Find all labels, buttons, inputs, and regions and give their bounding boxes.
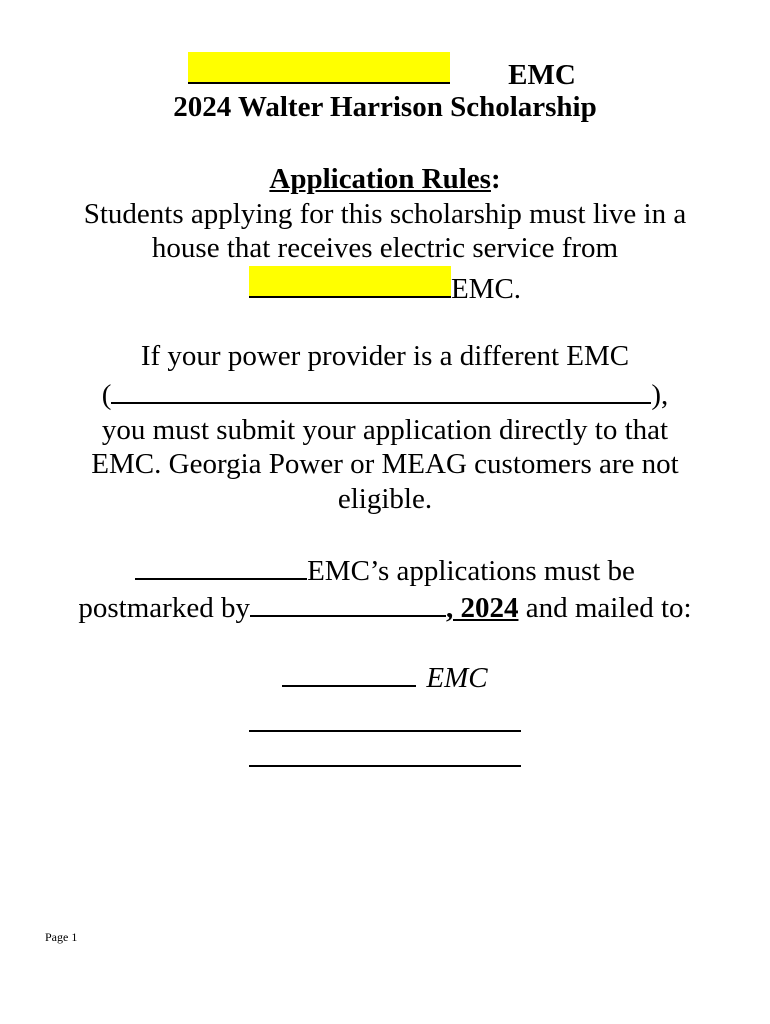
header-emc-line (0, 52, 770, 93)
application-rules-heading-colon: : (490, 163, 501, 195)
provider-open-paren: ( (101, 379, 112, 411)
rules-line-1: Students applying for this scholarship must live in a (83, 198, 687, 230)
provider-line-3: you must submit your application directly to that (101, 414, 669, 446)
mailing-emc-line (0, 659, 770, 696)
scholarship-title: 2024 Walter Harrison Scholarship (173, 91, 597, 123)
provider-line-2 (0, 376, 770, 413)
deadline-postmarked-label: postmarked by (78, 592, 250, 624)
mailing-address-blank-2[interactable] (249, 735, 521, 767)
deadline-line-2-suffix: and mailed to: (518, 592, 692, 624)
page-number: Page 1 (45, 930, 78, 944)
application-rules-heading-text: Application Rules (269, 163, 491, 195)
deadline-emc-blank[interactable] (135, 552, 307, 580)
postmark-date-blank[interactable] (250, 589, 446, 617)
deadline-year: , 2024 (445, 592, 519, 624)
header-emc-label: EMC (508, 59, 576, 91)
provider-line-4: EMC. Georgia Power or MEAG customers are not (91, 448, 679, 480)
service-emc-blank-highlighted[interactable] (249, 266, 451, 298)
provider-line-5: eligible. (337, 483, 433, 515)
mailing-address-blank-1[interactable] (249, 700, 521, 732)
mailing-emc-name-blank[interactable] (282, 659, 416, 687)
provider-line-1: If your power provider is a different EMC (140, 340, 630, 372)
rules-line-3-suffix: EMC. (450, 273, 522, 305)
deadline-line-1-suffix: EMC’s applications must be (307, 555, 635, 587)
rules-line-3 (0, 266, 770, 307)
deadline-line-2 (0, 589, 770, 626)
application-rules-heading (0, 161, 770, 197)
rules-line-2: house that receives electric service from (151, 232, 619, 264)
other-emc-blank[interactable] (111, 376, 651, 404)
deadline-line-1 (0, 552, 770, 589)
mailing-address-line-2 (0, 735, 770, 776)
emc-name-blank-highlighted[interactable] (188, 52, 450, 84)
provider-close-paren: ), (651, 379, 669, 411)
mailing-emc-label: EMC (426, 662, 488, 694)
